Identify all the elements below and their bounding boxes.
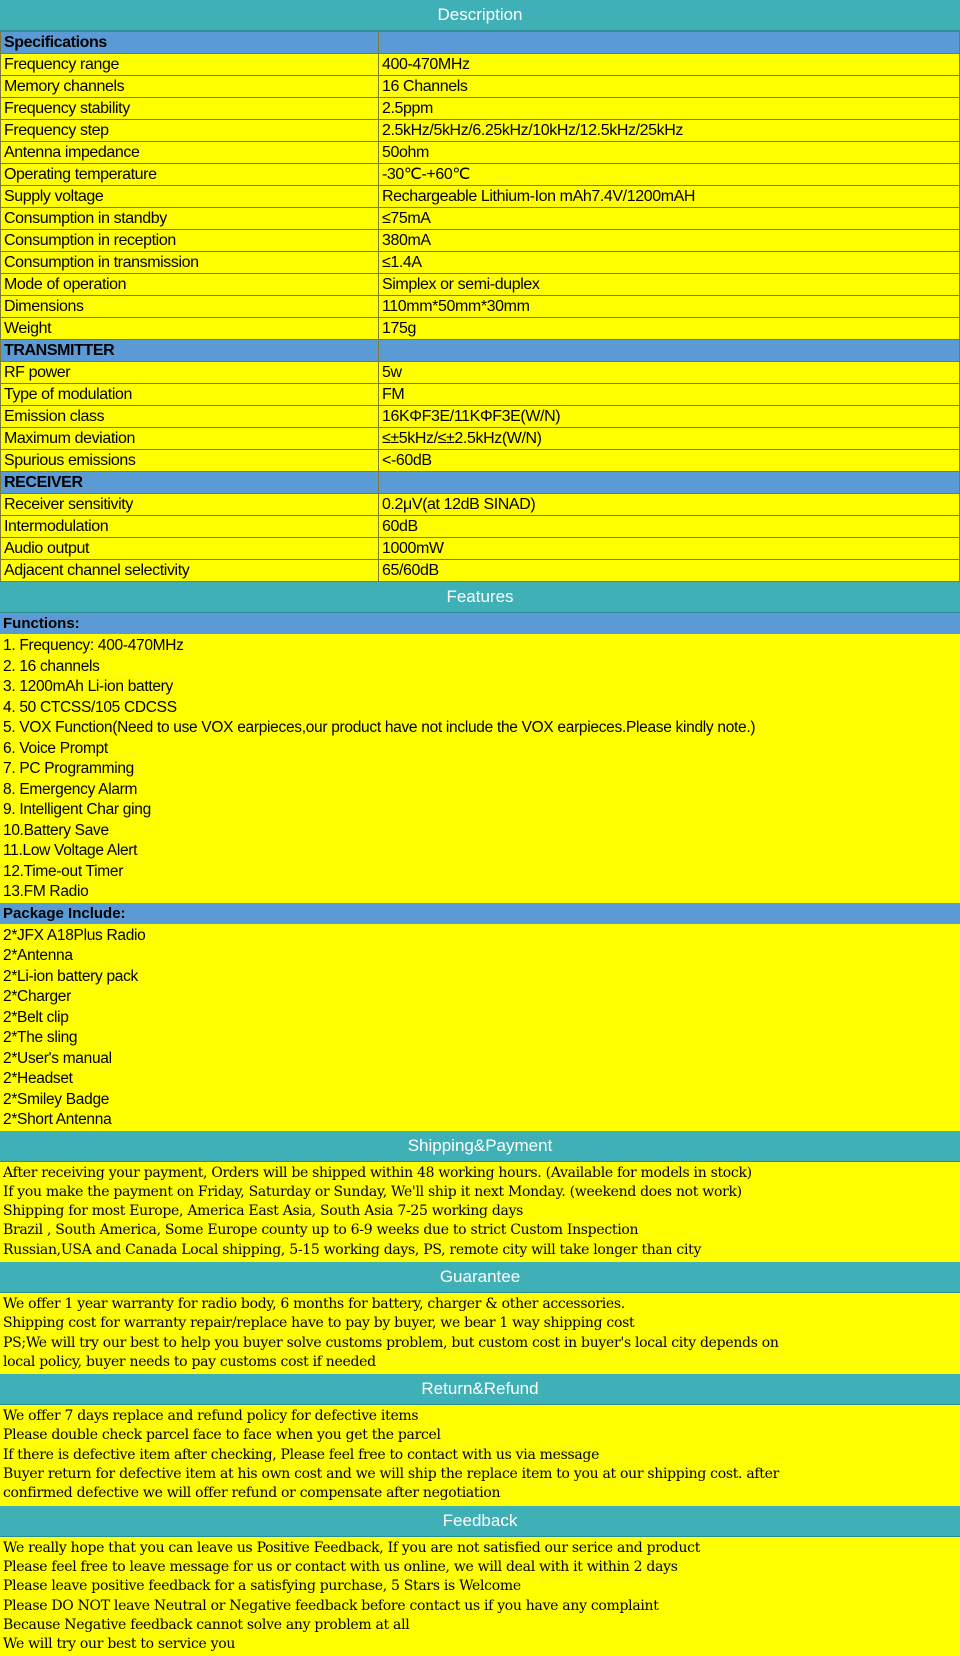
spec-value: 1000mW — [379, 538, 960, 560]
spec-row — [1, 406, 960, 428]
spec-label: Weight — [1, 318, 379, 340]
spec-value: 175g — [379, 318, 960, 340]
spec-label: Mode of operation — [1, 274, 379, 296]
package-item: 2*Li-ion battery pack — [3, 967, 139, 985]
refund-line: Buyer return for defective item at his own cost and we will ship the replace item to you at our shipping cost. after — [3, 1466, 779, 1483]
spec-row — [1, 76, 960, 98]
spec-value: ≤75mA — [379, 208, 960, 230]
spec-label: Spurious emissions — [1, 450, 379, 472]
package-item: 2*Smiley Badge — [3, 1090, 110, 1108]
spec-row — [1, 186, 960, 208]
feedback-text — [0, 1537, 960, 1656]
package-item: 2*Short Antenna — [3, 1111, 112, 1128]
function-item: 12.Time-out Timer — [3, 862, 124, 880]
spec-label: Dimensions — [1, 296, 379, 318]
refund-text — [0, 1405, 960, 1505]
spec-row — [1, 450, 960, 472]
spec-value: -30℃-+60℃ — [379, 164, 960, 186]
package-list — [0, 924, 960, 1131]
spec-row — [1, 164, 960, 186]
spec-value: Simplex or semi-duplex — [379, 274, 960, 296]
refund-line: Please double check parcel face to face when you get the parcel — [3, 1427, 441, 1444]
spec-value: 400-470MHz — [379, 54, 960, 76]
spec-value: 16 Channels — [379, 76, 960, 98]
guarantee-text — [0, 1293, 960, 1374]
spec-label: Operating temperature — [1, 164, 379, 186]
spec-label: RF power — [1, 362, 379, 384]
feedback-line: Please leave positive feedback for a satisfying purchase, 5 Stars is Welcome — [3, 1578, 521, 1595]
spec-row — [1, 384, 960, 406]
spec-label: TRANSMITTER — [1, 340, 379, 362]
spec-label: Adjacent channel selectivity — [1, 560, 379, 582]
spec-value: 110mm*50mm*30mm — [379, 296, 960, 318]
function-item: 9. Intelligent Char ging — [3, 801, 151, 818]
spec-row — [1, 494, 960, 516]
spec-row — [1, 120, 960, 142]
spec-label: Frequency range — [1, 54, 379, 76]
functions-header: Functions: — [0, 613, 960, 634]
package-item: 2*The sling — [3, 1029, 78, 1046]
function-item: 6. Voice Prompt — [3, 739, 108, 757]
feedback-line: Please feel free to leave message for us or contact with us online, we will deal with it within 2 days — [3, 1558, 678, 1575]
spec-row — [1, 252, 960, 274]
function-item: 1. Frequency: 400-470MHz — [3, 637, 184, 654]
spec-row — [1, 560, 960, 582]
spec-value: ≤±5kHz/≤±2.5kHz(W/N) — [379, 428, 960, 450]
package-item: 2*Charger — [3, 988, 71, 1005]
package-item: 2*Headset — [3, 1070, 73, 1087]
spec-label: Antenna impedance — [1, 142, 379, 164]
spec-row — [1, 318, 960, 340]
spec-label: Consumption in reception — [1, 230, 379, 252]
refund-title: Return&Refund — [0, 1374, 960, 1405]
spec-label: Audio output — [1, 538, 379, 560]
spec-label: Specifications — [1, 32, 379, 54]
function-item: 11.Low Voltage Alert — [3, 842, 138, 859]
guarantee-line: Shipping cost for warranty repair/replace have to pay by buyer, we bear 1 way shipping cost — [3, 1315, 635, 1332]
spec-value — [379, 472, 960, 494]
spec-row — [1, 142, 960, 164]
function-item: 4. 50 CTCSS/105 CDCSS — [3, 698, 177, 716]
spec-label: RECEIVER — [1, 472, 379, 494]
spec-row — [1, 296, 960, 318]
description-title: Description — [0, 0, 960, 31]
feedback-line: Because Negative feedback cannot solve any problem at all — [3, 1616, 410, 1633]
spec-value: <-60dB — [379, 450, 960, 472]
spec-label: Memory channels — [1, 76, 379, 98]
spec-value: 50ohm — [379, 142, 960, 164]
package-item: 2*User's manual — [3, 1049, 112, 1067]
spec-value: 380mA — [379, 230, 960, 252]
shipping-line: After receiving your payment, Orders will be shipped within 48 working hours. (Available for models in stock) — [3, 1164, 752, 1181]
spec-row — [1, 54, 960, 76]
guarantee-line: local policy, buyer needs to pay customs cost if needed — [3, 1353, 376, 1370]
function-item: 7. PC Programming — [3, 760, 135, 777]
package-item: 2*JFX A18Plus Radio — [3, 926, 146, 944]
function-item: 8. Emergency Alarm — [3, 780, 138, 798]
shipping-line: If you make the payment on Friday, Saturday or Sunday, We'll ship it next Monday. (weekend does not work) — [3, 1183, 742, 1200]
spec-table — [0, 31, 960, 582]
spec-row — [1, 230, 960, 252]
spec-label: Receiver sensitivity — [1, 494, 379, 516]
spec-value — [379, 340, 960, 362]
spec-value: Rechargeable Lithium-Ion mAh7.4V/1200mAH — [379, 186, 960, 208]
guarantee-line: We offer 1 year warranty for radio body, 6 months for battery, charger & other accessories. — [3, 1295, 625, 1312]
spec-value: 2.5kHz/5kHz/6.25kHz/10kHz/12.5kHz/25kHz — [379, 120, 960, 142]
spec-row — [1, 428, 960, 450]
spec-row — [1, 538, 960, 560]
package-item: 2*Antenna — [3, 947, 73, 964]
feedback-line: We will try our best to service you — [3, 1636, 236, 1653]
spec-row — [1, 98, 960, 120]
spec-row — [1, 362, 960, 384]
spec-section-header — [1, 340, 960, 362]
function-item: 13.FM Radio — [3, 883, 89, 900]
feedback-title: Feedback — [0, 1506, 960, 1537]
package-header: Package Include: — [0, 903, 960, 924]
features-title: Features — [0, 582, 960, 613]
shipping-text — [0, 1162, 960, 1262]
refund-line: confirmed defective we will offer refund or compensate after negotiation — [3, 1485, 501, 1502]
spec-section-header — [1, 472, 960, 494]
shipping-line: Brazil , South America, Some Europe county up to 6-9 weeks due to strict Custom Inspection — [3, 1222, 639, 1239]
spec-value: FM — [379, 384, 960, 406]
spec-value — [379, 32, 960, 54]
spec-label: Frequency step — [1, 120, 379, 142]
spec-row — [1, 274, 960, 296]
spec-section-header — [1, 32, 960, 54]
guarantee-title: Guarantee — [0, 1262, 960, 1293]
spec-label: Maximum deviation — [1, 428, 379, 450]
shipping-line: Shipping for most Europe, America East Asia, South Asia 7-25 working days — [3, 1203, 524, 1220]
spec-label: Frequency stability — [1, 98, 379, 120]
spec-value: 2.5ppm — [379, 98, 960, 120]
spec-label: Supply voltage — [1, 186, 379, 208]
spec-value: 5w — [379, 362, 960, 384]
spec-value: ≤1.4A — [379, 252, 960, 274]
guarantee-line: PS;We will try our best to help you buyer solve customs problem, but custom cost in buyer's local city depends on — [3, 1334, 779, 1351]
functions-list — [0, 634, 960, 903]
shipping-line: Russian,USA and Canada Local shipping, 5-15 working days, PS, remote city will take longer than city — [3, 1241, 702, 1258]
spec-label: Type of modulation — [1, 384, 379, 406]
spec-label: Intermodulation — [1, 516, 379, 538]
spec-value: 65/60dB — [379, 560, 960, 582]
feedback-line: Please DO NOT leave Neutral or Negative feedback before contact us if you have any complaint — [3, 1597, 659, 1614]
function-item: 5. VOX Function(Need to use VOX earpieces,our product have not include the VOX earpieces.Please kindly note.) — [3, 719, 756, 736]
spec-label: Consumption in transmission — [1, 252, 379, 274]
refund-line: If there is defective item after checking, Please feel free to contact with us via message — [3, 1446, 600, 1463]
spec-row — [1, 208, 960, 230]
package-item: 2*Belt clip — [3, 1008, 69, 1026]
spec-label: Consumption in standby — [1, 208, 379, 230]
spec-value: 60dB — [379, 516, 960, 538]
refund-line: We offer 7 days replace and refund policy for defective items — [3, 1408, 419, 1425]
function-item: 10.Battery Save — [3, 821, 109, 839]
function-item: 3. 1200mAh Li-ion battery — [3, 678, 173, 695]
spec-row — [1, 516, 960, 538]
spec-label: Emission class — [1, 406, 379, 428]
spec-value: 16KΦF3E/11KΦF3E(W/N) — [379, 406, 960, 428]
function-item: 2. 16 channels — [3, 657, 100, 675]
feedback-line: We really hope that you can leave us Positive Feedback, If you are not satisfied our serice and product — [3, 1539, 701, 1556]
spec-value: 0.2μV(at 12dB SINAD) — [379, 494, 960, 516]
shipping-title: Shipping&Payment — [0, 1131, 960, 1162]
